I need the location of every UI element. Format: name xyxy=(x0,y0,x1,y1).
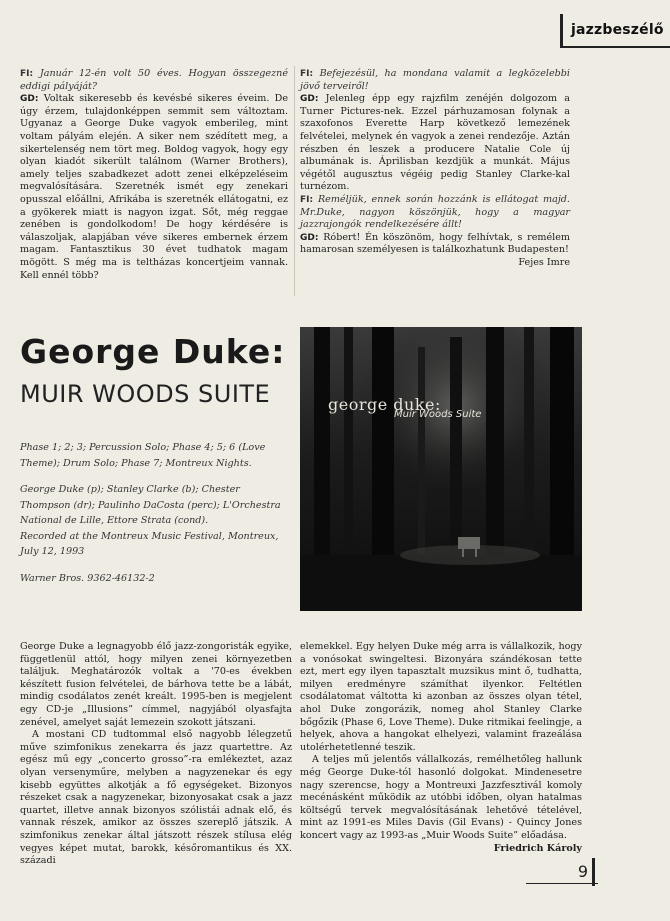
review-body-right xyxy=(300,641,582,855)
recording-info: Recorded at the Montreux Music Festival, Montreux, July 12, 1993 xyxy=(20,530,279,557)
interview-question: FI: Befejezésül, ha mondana valamit a legközelebbi jövő terveiről! xyxy=(300,68,570,92)
interview-answer: GD: Róbert! Én köszönöm, hogy felhívtak, s remélem hamarosan személyesen is találkozhatunk Budapesten! xyxy=(300,231,570,256)
review-paragraph: A teljes mű jelentős vállalkozás, remélhetőleg hallunk még George Duke-tól hasonló dolgokat. Mindenesetre nagy szerencse, hogy a Montreuxi Jazzfesztivál komoly mecénásként működik az utóbbi időben, olyan hatalmas költségű tervek megvalósításának lehetővé tételével, mint az 1991-es Miles Davis (Gil Evans) - Quincy Jones koncert vagy az 1993-as „Muir Woods Suite” előadása. xyxy=(300,754,582,841)
track-list: Phase 1; 2; 3; Percussion Solo; Phase 4; 5; 6 (Love Theme); Drum Solo; Phase 7; Montreux Nights. xyxy=(20,442,266,469)
review-paragraph: A mostani CD tudtommal első nagyobb lélegzetű műve szimfonikus zenekarra és jazz quartettre. Az egész mű egy „concerto grosso”-ra emlékeztet, azaz olyan versenyműre, melyben a nagyzenekar és egy kisebb együttes alkotják a fő egységeket. Bizonyos részeket csak a nagyzenekar, bizonyosakat csak a jazz quartet, illetve annak bizonyos szólistái adnak elő, és vannak részek, amikor az összes szereplő játszik. A szimfonikus zenekar által játszott részek stílusa elég vegyes képet mutat, barokk, későromantikus és XX. századi xyxy=(20,729,292,867)
review-paragraph: George Duke a legnagyobb élő jazz-zongoristák egyike, függetlenül attól, hogy milyen zenei környezetben találjuk. Meghatározók voltak a '70-es években készített fusion felvételei, de bárhova tette be a lábát, mindig csodálatos zenét kreált. 1995-ben is megjelent egy CD-je „Illusions” címmel, nagyjából olyasfajta zenével, amelyet saját lemezein szokott játszani. xyxy=(20,641,292,728)
piano-shape xyxy=(458,537,480,549)
interview-column-right xyxy=(300,68,570,270)
review-paragraph: elemekkel. Egy helyen Duke még arra is vállalkozik, hogy a vonósokat swingeltesi. Bizonyára szándékosan tette ezt, mert egy ilyen tapasztalt muzsikus mint ő, tudhatta, milyen eredményre számíthat ilyenkor. Feltétlen csodálatomat váltotta ki azonban az összes olyan tétel, ahol Duke zongorázik, nomeg ahol Stanley Clarke bőgőzik (Phase 6, Love Theme). Duke ritmikai feelingje, a helyek, ahova a hangokat elhelyezi, valamint frazeálása utolérhetetlenné teszik. xyxy=(300,641,582,753)
section-header: jazzbeszélő xyxy=(560,14,670,48)
cover-artist-text: george duke: xyxy=(328,395,441,414)
interview-answer: GD: Jelenleg épp egy rajzfilm zenéjén dolgozom a Turner Pictures-nek. Ezzel párhuzamosan folynak a szaxofonos Everette Harp következő lemezének felvételei, melynek én vagyok a zenei rendezője. Aztán részben én leszek a producere Natalie Cole új albumának is. Áprilisban kezdjük a munkát. Május végétől augusztus végéig pedig Stanley Clarke-kal turnézom. xyxy=(300,93,570,193)
column-divider xyxy=(294,66,295,296)
page-number-bar xyxy=(592,858,595,886)
review-author: Friedrich Károly xyxy=(493,842,582,854)
forest-photo xyxy=(300,327,582,611)
interview-question: FI: Reméljük, ennek során hozzánk is ellátogat majd. Mr.Duke, nagyon köszönjük, hogy a magyar jazzrajongók rendelkezésére állt! xyxy=(300,193,570,231)
interview-author: Fejes Imre xyxy=(518,256,570,268)
interview-question: FI: Január 12-én volt 50 éves. Hogyan összegezné eddigi pályáját? xyxy=(20,68,289,92)
review-body-left xyxy=(20,641,292,868)
album-cover xyxy=(300,327,582,611)
cover-album-text: Muir Woods Suite xyxy=(394,409,482,420)
review-title: George Duke: xyxy=(20,332,286,371)
album-credits xyxy=(20,440,292,597)
interview-answer: GD: Voltak sikeresebb és kevésbé sikeres éveim. De úgy érzem, tulajdonképpen semmit sem változtam. Ugyanaz a George Duke vagyok emberileg, mint voltam pályám elején. A siker nem szédített meg, a sikertelenség nem tört meg. Boldog vagyok, hogy egy olyan kiadót sikerült találnom (Warner Brothers), amely teljes szabadkezet adott zenei elképzeléseim megvalósítására. Szeretnék ismét egy zenekari opusszal előállni, Afrikába is szeretnék ellátogatni, ez a gyökerek miatt is nagyon izgat. Sőt, még reggae zenében is gondolkodom! De hogy kérdésére is válaszoljak, alapjában véve sikeres embernek érzem magam. Fantasztikus 30 évet tudhatok magam mögött. S még ma is teltházas koncertjeim vannak. Kell ennél több? xyxy=(20,93,288,281)
interview-column-left xyxy=(20,68,288,282)
review-subtitle: MUIR WOODS SUITE xyxy=(20,380,271,408)
page-number: 9 xyxy=(526,862,598,884)
personnel-line: George Duke (p); Stanley Clarke (b); Chester Thompson (dr); Paulinho DaCosta (perc); L'Orchestra National de Lille, Ettore Strata (cond). Recorded at the Montreux Music Festival, Montreux, July 12, 1993 xyxy=(20,484,281,557)
label-catalog: Warner Bros. 9362-46132-2 xyxy=(20,572,155,584)
